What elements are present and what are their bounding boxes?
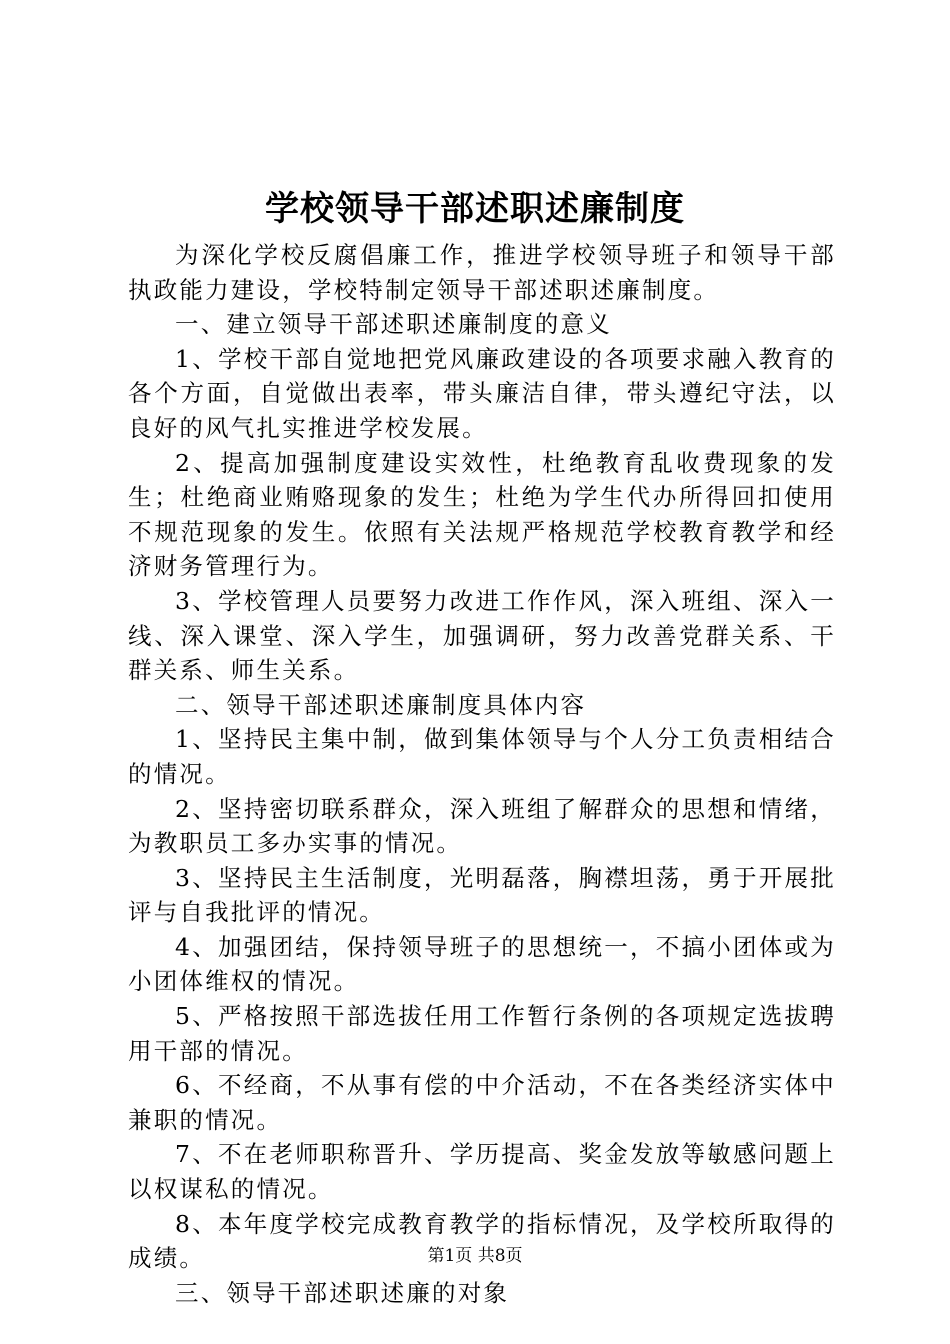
- section-heading-1: 一、建立领导干部述职述廉制度的意义: [175, 310, 612, 339]
- paragraph-2-4: 4、加强团结，保持领导班子的思想统一，不搞小团体或为小团体维权的情况。: [128, 932, 836, 996]
- paragraph-1-1: 1、学校干部自觉地把党风廉政建设的各项要求融入教育的各个方面，自觉做出表率，带头廉洁自律，带头遵纪守法，以良好的风气扎实推进学校发展。: [128, 344, 836, 442]
- paragraph-2-2: 2、坚持密切联系群众，深入班组了解群众的思想和情绪，为教职员工多办实事的情况。: [128, 794, 836, 858]
- paragraph-1-3: 3、学校管理人员要努力改进工作作风，深入班组、深入一线、深入课堂、深入学生，加强调研，努力改善党群关系、干群关系、师生关系。: [128, 586, 836, 685]
- document-title: 学校领导干部述职述廉制度: [265, 189, 685, 229]
- paragraph-2-5: 5、严格按照干部选拔任用工作暂行条例的各项规定选拔聘用干部的情况。: [128, 1002, 836, 1065]
- paragraph-2-6: 6、不经商，不从事有偿的中介活动，不在各类经济实体中兼职的情况。: [128, 1071, 836, 1134]
- section-heading-2: 二、领导干部述职述廉制度具体内容: [175, 690, 587, 719]
- document-body: [128, 238, 836, 1310]
- intro-paragraph: 为深化学校反腐倡廉工作，推进学校领导班子和领导干部执政能力建设，学校特制定领导干部述职述廉制度。: [128, 241, 836, 304]
- paragraph-1-2: 2、提高加强制度建设实效性，杜绝教育乱收费现象的发生；杜绝商业贿赂现象的发生；杜绝为学生代办所得回扣使用不规范现象的发生。依照有关法规严格规范学校教育教学和经济财务管理行为。: [128, 448, 836, 581]
- paragraph-2-3: 3、坚持民主生活制度，光明磊落，胸襟坦荡，勇于开展批评与自我批评的情况。: [128, 863, 836, 927]
- section-heading-3: 三、领导干部述职述廉的对象: [175, 1278, 510, 1307]
- paragraph-2-1: 1、坚持民主集中制，做到集体领导与个人分工负责相结合的情况。: [128, 725, 836, 788]
- paragraph-2-8: 8、本年度学校完成教育教学的指标情况，及学校所取得的成绩。: [128, 1209, 836, 1273]
- paragraph-2-7: 7、不在老师职称晋升、学历提高、奖金发放等敏感问题上以权谋私的情况。: [128, 1140, 836, 1204]
- page-number-footer: 第1页 共8页: [427, 1246, 523, 1266]
